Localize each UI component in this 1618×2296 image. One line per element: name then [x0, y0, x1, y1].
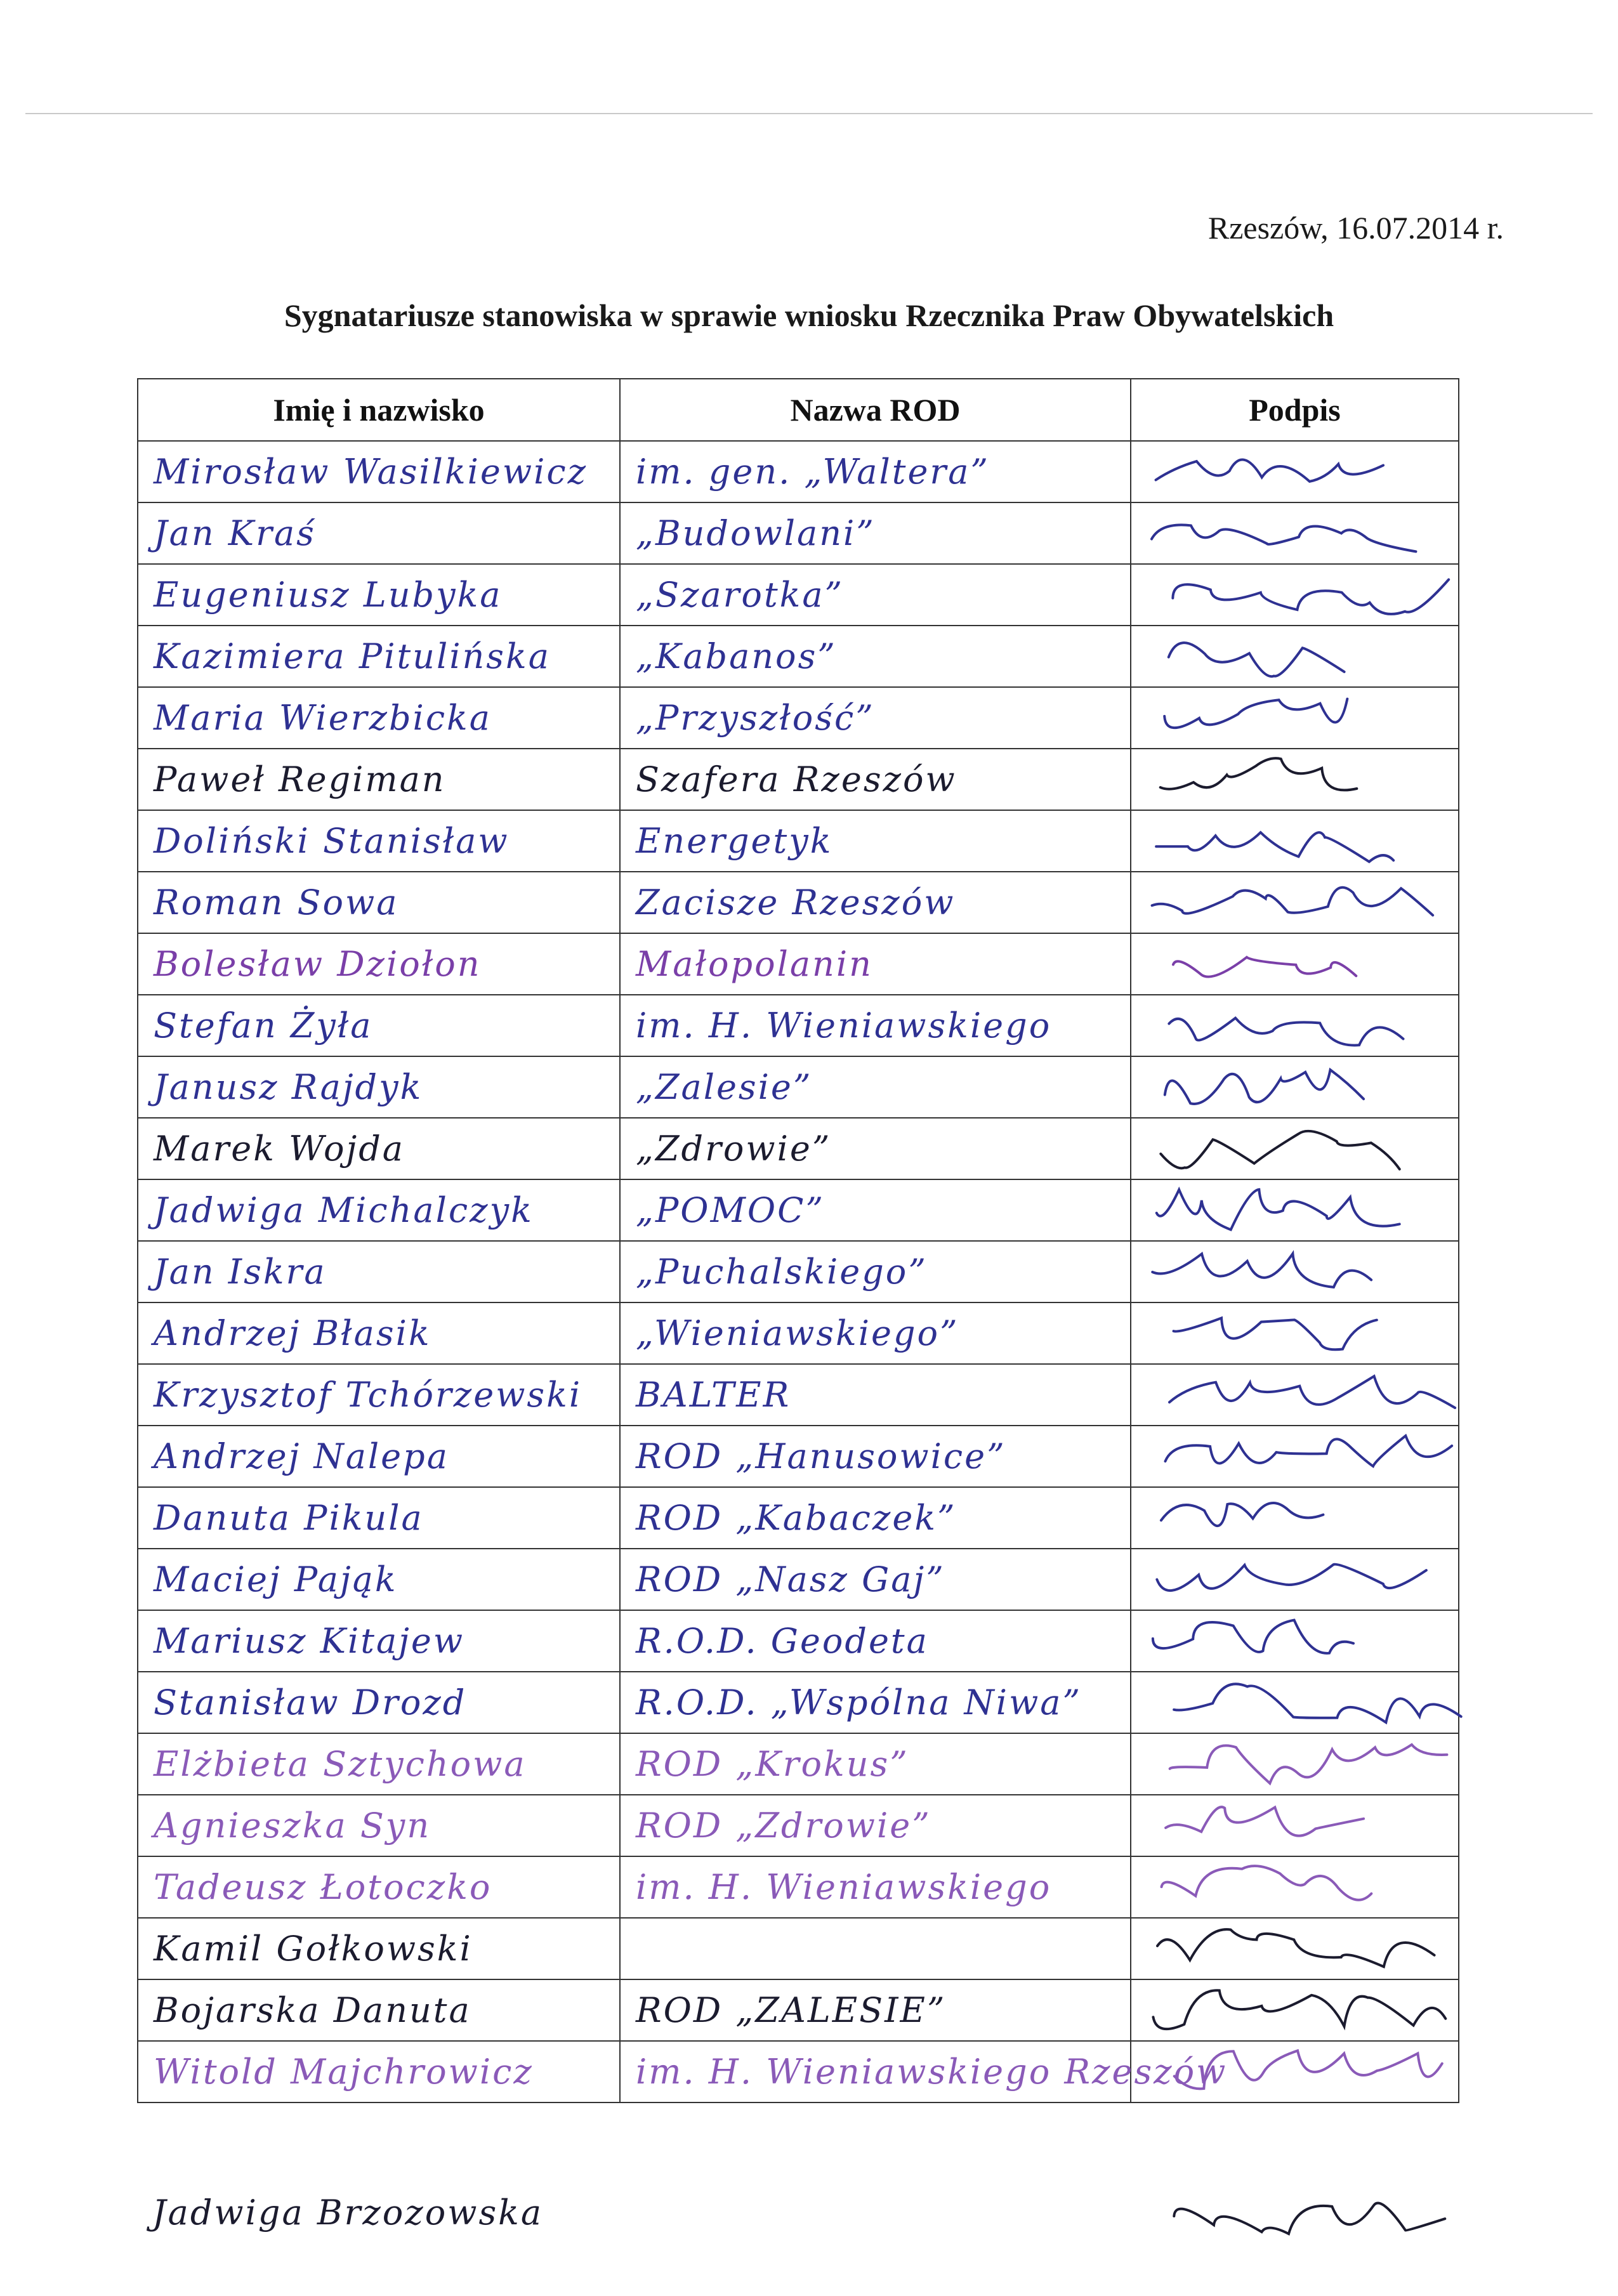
signature-path [1170, 1745, 1447, 1783]
signature-path [1161, 1131, 1399, 1169]
signatory-name: Kazimiera Pitulińska [154, 636, 551, 676]
rod-cell [620, 2041, 1228, 2102]
signatory-name: Krzysztof Tchórzewski [154, 1375, 582, 1415]
name-cell [138, 1856, 620, 1918]
table-row [138, 626, 1459, 687]
rod-cell [620, 1549, 1131, 1610]
signature-mark [1131, 811, 1458, 871]
table-row [138, 687, 1459, 749]
signature-cell [1131, 502, 1459, 564]
signature-stroke [1131, 1426, 1458, 1486]
signature-mark [1131, 688, 1458, 748]
table-row [138, 1241, 1459, 1302]
table-row [138, 749, 1459, 810]
signatory-name: Andrzej Nalepa [154, 1436, 449, 1476]
rod-name: Małopolanin [636, 944, 873, 984]
rod-cell [620, 626, 1131, 687]
signature-mark [1131, 1549, 1458, 1610]
name-cell [138, 1918, 620, 1979]
name-cell [138, 1118, 620, 1179]
signature-mark [1131, 2042, 1458, 2102]
signatory-name: Agnieszka Syn [154, 1806, 431, 1846]
column-header-name: Imię i nazwisko [138, 379, 620, 441]
signature-path [1161, 758, 1357, 790]
rod-name: im. H. Wieniawskiego [636, 1867, 1052, 1907]
signature-stroke [1131, 565, 1458, 625]
name-cell [138, 1549, 620, 1610]
signature-mark [1131, 1857, 1458, 1917]
signature-path [1174, 1318, 1377, 1350]
signature-cell [1131, 2041, 1459, 2102]
signature-path [1153, 1990, 1445, 2029]
signature-path [1166, 1807, 1364, 1835]
signature-cell [1131, 1426, 1459, 1487]
signature-stroke [1131, 872, 1458, 933]
table-row [138, 1979, 1459, 2041]
signature-mark [1131, 1180, 1458, 1240]
signature-path [1157, 1565, 1426, 1591]
signature-cell [1131, 1733, 1459, 1795]
name-cell [138, 1979, 620, 2041]
signature-mark [1130, 2182, 1458, 2252]
table-row [138, 933, 1459, 995]
signatory-name: Paweł Regiman [154, 759, 446, 799]
name-cell [138, 1610, 620, 1672]
rod-cell [620, 564, 1131, 626]
rod-name: ROD „Nasz Gaj” [636, 1559, 945, 1599]
signature-mark [1131, 1365, 1458, 1425]
signature-path [1157, 1929, 1435, 1967]
table-row [138, 1856, 1459, 1918]
column-header-signature: Podpis [1131, 379, 1459, 441]
rod-name: BALTER [636, 1375, 791, 1415]
rod-name: Szafera Rzeszów [636, 759, 957, 799]
signatory-name: Witold Majchrowicz [154, 2052, 534, 2092]
rod-cell [620, 1672, 1131, 1733]
signature-path [1156, 460, 1384, 482]
signature-stroke [1131, 1118, 1458, 1179]
signature-stroke [1131, 1365, 1458, 1425]
signature-stroke [1131, 995, 1458, 1056]
rod-name: „Zdrowie” [636, 1129, 832, 1169]
signatory-name: Janusz Rajdyk [154, 1067, 423, 1107]
signature-stroke [1131, 1919, 1458, 1979]
signature-path [1174, 1684, 1461, 1722]
name-cell [138, 1672, 620, 1733]
signature-mark [1131, 1672, 1458, 1733]
scan-edge-line [25, 113, 1593, 114]
table-row [138, 1056, 1459, 1118]
signature-stroke [1131, 934, 1458, 994]
signatory-name: Stefan Żyła [154, 1006, 373, 1046]
signature-cell [1131, 1549, 1459, 1610]
signature-path [1173, 580, 1449, 614]
table-row [138, 502, 1459, 564]
signature-path [1169, 1018, 1403, 1046]
signature-cell [1131, 1364, 1459, 1426]
signature-cell [1131, 1672, 1459, 1733]
signatory-name: Jan Iskra [154, 1252, 327, 1292]
rod-cell [620, 1364, 1131, 1426]
name-cell [138, 1056, 620, 1118]
signature-mark [1131, 1488, 1458, 1548]
signature-mark [1131, 934, 1458, 994]
signature-cell [1131, 995, 1459, 1056]
rod-cell [620, 1610, 1131, 1672]
signature-path [1162, 1866, 1372, 1900]
signature-path [1173, 957, 1356, 977]
name-cell [138, 687, 620, 749]
rod-cell [620, 1056, 1131, 1118]
signature-cell [1131, 1056, 1459, 1118]
rod-cell [620, 1118, 1131, 1179]
signature-cell [1131, 1487, 1459, 1549]
table-row [138, 1364, 1459, 1426]
signature-mark [1131, 1118, 1458, 1179]
signature-path [1169, 643, 1345, 676]
name-cell [138, 502, 620, 564]
signature-cell [1131, 810, 1459, 872]
signature-path [1169, 1376, 1455, 1408]
table-row [138, 1426, 1459, 1487]
rod-name: „Przyszłość” [636, 698, 875, 738]
signature-mark [1131, 1426, 1458, 1486]
rod-cell [620, 1179, 1131, 1241]
signature-cell [1131, 687, 1459, 749]
signature-stroke [1131, 1611, 1458, 1671]
rod-name: „Zalesie” [636, 1067, 813, 1107]
name-cell [138, 995, 620, 1056]
rod-cell [620, 687, 1131, 749]
table-row [138, 1733, 1459, 1795]
signatory-name: Jadwiga Brzozowska [152, 2193, 544, 2233]
rod-cell [620, 1302, 1131, 1364]
signature-path [1157, 1190, 1400, 1230]
rod-name: im. H. Wieniawskiego [636, 1006, 1052, 1046]
rod-name: „POMOC” [636, 1190, 825, 1230]
signature-mark [1131, 503, 1458, 563]
signature-stroke [1131, 1980, 1458, 2040]
name-cell [138, 1241, 620, 1302]
signature-cell [1131, 1610, 1459, 1672]
rod-name: „Wieniawskiego” [636, 1313, 959, 1353]
signature-stroke [1131, 1180, 1458, 1240]
signatory-name: Marek Wojda [154, 1129, 405, 1169]
signature-stroke [1131, 1303, 1458, 1363]
rod-name: Zacisze Rzeszów [636, 882, 956, 922]
rod-name: „Budowlani” [636, 513, 876, 553]
name-cell [138, 1733, 620, 1795]
document-title: Sygnatariusze stanowiska w sprawie wniosku Rzecznika Praw Obywatelskich [284, 298, 1334, 333]
signature-stroke [1131, 1857, 1458, 1917]
signatory-name: Elżbieta Sztychowa [154, 1744, 527, 1784]
rod-cell [620, 872, 1131, 933]
signature-mark [1131, 1980, 1458, 2040]
rod-name: im. H. Wieniawskiego Rzeszów [636, 2052, 1228, 2092]
rod-cell [620, 1856, 1131, 1918]
signature-mark [1131, 995, 1458, 1056]
signature-path [1174, 2050, 1442, 2089]
name-cell [138, 2041, 620, 2102]
signature-mark [1131, 1242, 1458, 1302]
signature-stroke [1131, 2042, 1458, 2102]
table-row [138, 1549, 1459, 1610]
signatory-name: Jadwiga Michalczyk [154, 1190, 534, 1230]
signatory-name: Eugeniusz Lubyka [154, 575, 503, 615]
signature-path [1164, 699, 1347, 728]
rod-name: ROD „Kabaczek” [636, 1498, 957, 1538]
signature-mark [1131, 626, 1458, 686]
signatory-name: Bojarska Danuta [154, 1990, 471, 2030]
name-cell [138, 1179, 620, 1241]
signature-cell [1131, 1118, 1459, 1179]
signature-path [1153, 1620, 1353, 1653]
signature-mark [1131, 749, 1458, 810]
rod-cell [620, 1733, 1131, 1795]
table-row [138, 1672, 1459, 1733]
signature-stroke [1131, 1672, 1458, 1733]
rod-cell [620, 933, 1131, 995]
signatory-name: Stanisław Drozd [154, 1683, 467, 1722]
table-row [138, 810, 1459, 872]
signatory-name: Roman Sowa [154, 882, 399, 922]
signature-path [1152, 888, 1433, 915]
table-row [138, 564, 1459, 626]
signature-cell [1131, 1856, 1459, 1918]
rod-name: „Puchalskiego” [636, 1252, 928, 1292]
name-cell [138, 564, 620, 626]
rod-cell [620, 502, 1131, 564]
signature-cell [1131, 1795, 1459, 1856]
table-row [138, 1795, 1459, 1856]
signature-stroke [1131, 626, 1458, 686]
rod-name: im. gen. „Waltera” [636, 452, 990, 492]
name-cell [138, 1795, 620, 1856]
name-cell [138, 1302, 620, 1364]
signature-cell [1131, 1979, 1459, 2041]
signatory-name: Maria Wierzbicka [154, 698, 492, 738]
rod-name: „Kabanos” [636, 636, 837, 676]
signature-stroke [1131, 1488, 1458, 1548]
signature-cell [1131, 933, 1459, 995]
signature-path [1152, 525, 1416, 551]
signature-stroke [1131, 442, 1458, 502]
rod-name: ROD „Krokus” [636, 1744, 909, 1784]
signatory-name: Jan Kraś [154, 513, 316, 553]
rod-cell [620, 1426, 1131, 1487]
name-cell [138, 1426, 620, 1487]
signature-cell [1131, 749, 1459, 810]
signature-stroke [1130, 2182, 1458, 2252]
table-body [138, 441, 1459, 2102]
signature-mark [1131, 1919, 1458, 1979]
rod-cell [620, 749, 1131, 810]
rod-name: R.O.D. Geodeta [636, 1621, 929, 1661]
signature-mark [1131, 1795, 1458, 1856]
signatory-name: Doliński Stanisław [154, 821, 510, 861]
signatory-name: Mirosław Wasilkiewicz [154, 452, 588, 492]
signature-mark [1131, 442, 1458, 502]
signatory-name: Bolesław Dziołon [154, 944, 482, 984]
signature-cell [1131, 564, 1459, 626]
rod-cell [620, 810, 1131, 872]
signature-stroke [1131, 749, 1458, 810]
table-row [138, 872, 1459, 933]
signatory-name: Kamil Gołkowski [154, 1929, 473, 1969]
rod-name: „Szarotka” [636, 575, 845, 615]
rod-cell [620, 1795, 1131, 1856]
signature-stroke [1131, 1734, 1458, 1794]
table-row [138, 1918, 1459, 1979]
signatory-name: Andrzej Błasik [154, 1313, 431, 1353]
rod-name: ROD „Hanusowice” [636, 1436, 1006, 1476]
table-header-row [138, 379, 1459, 441]
name-cell [138, 872, 620, 933]
signature-cell [1131, 1241, 1459, 1302]
signatory-name: Mariusz Kitajew [154, 1621, 465, 1661]
rod-name: ROD „ZALESIE” [636, 1990, 947, 2030]
rod-cell [620, 1241, 1131, 1302]
signature-cell [1131, 1302, 1459, 1364]
signatory-name: Maciej Pająk [154, 1559, 398, 1599]
signatory-name: Tadeusz Łotoczko [154, 1867, 492, 1907]
table-row [138, 1302, 1459, 1364]
signature-stroke [1131, 688, 1458, 748]
rod-name: ROD „Zdrowie” [636, 1806, 931, 1846]
table-row [138, 1118, 1459, 1179]
signature-mark [1131, 1057, 1458, 1117]
rod-name: Energetyk [636, 821, 833, 861]
table-row [138, 1487, 1459, 1549]
signature-path [1156, 832, 1393, 862]
signature-path [1165, 1436, 1452, 1466]
rod-cell [620, 1979, 1131, 2041]
signature-path [1152, 1254, 1371, 1287]
signature-mark [1131, 1303, 1458, 1363]
signature-stroke [1131, 1242, 1458, 1302]
signature-stroke [1131, 811, 1458, 871]
signature-mark [1131, 565, 1458, 625]
rod-cell [620, 995, 1131, 1056]
signatory-name: Danuta Pikula [154, 1498, 424, 1538]
table-row [138, 1179, 1459, 1241]
signature-stroke [1131, 503, 1458, 563]
name-cell [138, 441, 620, 502]
table-row [138, 995, 1459, 1056]
signature-cell [1131, 441, 1459, 502]
rod-cell [620, 441, 1131, 502]
rod-name: R.O.D. „Wspólna Niwa” [636, 1683, 1082, 1722]
signature-cell [1131, 1918, 1459, 1979]
signatories-table [137, 378, 1459, 2103]
signature-mark [1131, 1611, 1458, 1671]
signature-mark [1131, 872, 1458, 933]
rod-cell [620, 1918, 1131, 1979]
document-date: Rzeszów, 16.07.2014 r. [1207, 210, 1504, 246]
signature-mark [1131, 1734, 1458, 1794]
signature-path [1165, 1070, 1364, 1104]
table-row [138, 1610, 1459, 1672]
name-cell [138, 749, 620, 810]
signature-stroke [1131, 1549, 1458, 1610]
extra-signatory-row [137, 2182, 1458, 2252]
name-cell [138, 810, 620, 872]
signature-stroke [1131, 1057, 1458, 1117]
rod-cell [620, 1487, 1131, 1549]
name-cell [138, 1487, 620, 1549]
name-cell [138, 626, 620, 687]
name-cell [138, 933, 620, 995]
signature-path [1174, 2203, 1445, 2234]
signature-cell [1131, 872, 1459, 933]
signature-path [1161, 1503, 1324, 1526]
table-row [138, 441, 1459, 502]
column-header-rod: Nazwa ROD [620, 379, 1131, 441]
signature-stroke [1131, 1795, 1458, 1856]
table-row [138, 2041, 1459, 2102]
signature-cell [1131, 1179, 1459, 1241]
signature-cell [1131, 626, 1459, 687]
name-cell [138, 1364, 620, 1426]
